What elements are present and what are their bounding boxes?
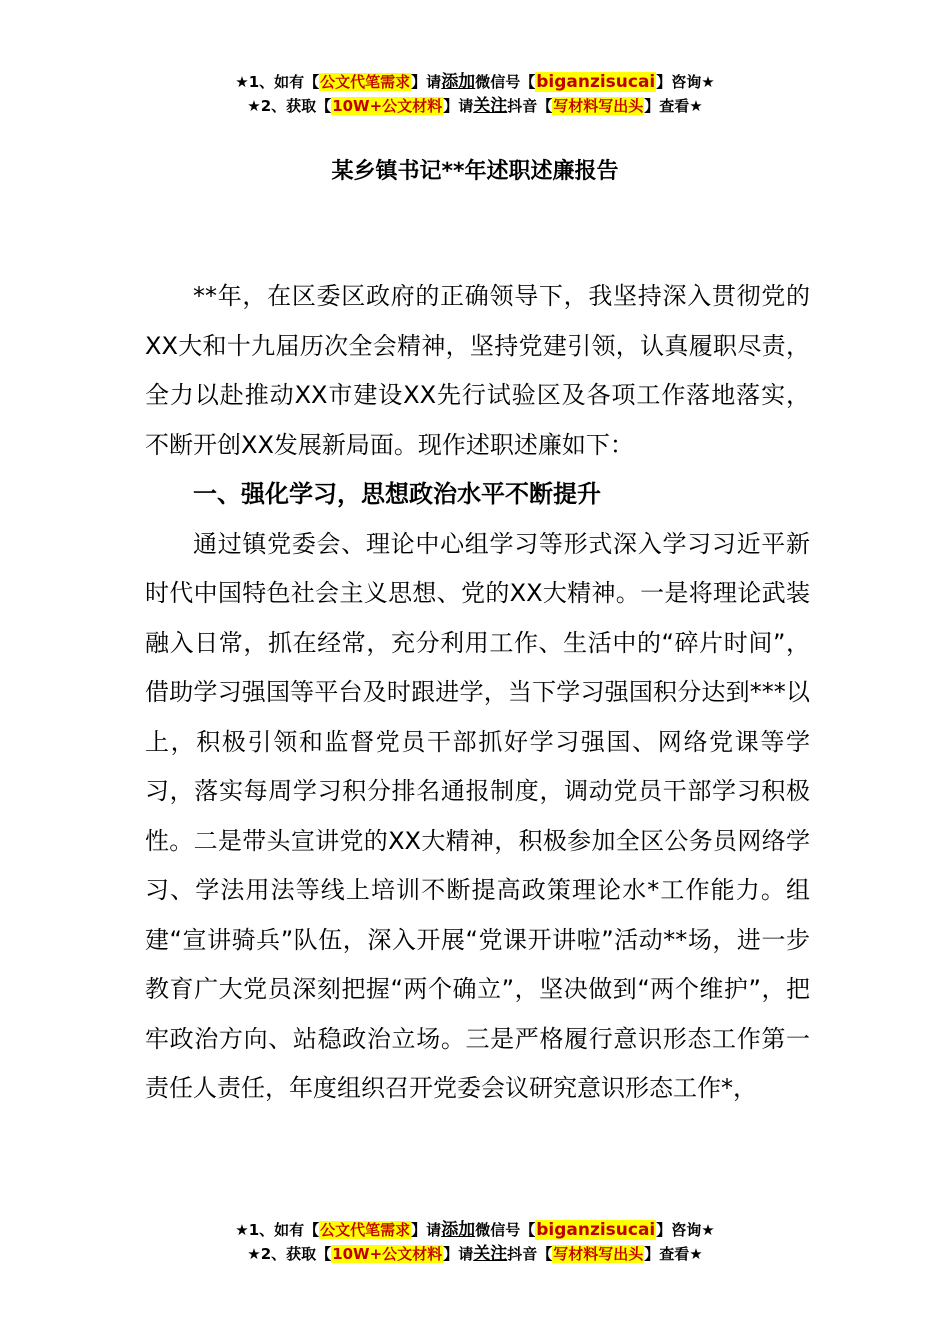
banner-line-2: ★2、获取【10W+公文材料】请关注抖音【写材料写出头】查看★ (247, 1244, 703, 1264)
highlight-wechat-id: biganzisucai (536, 72, 656, 92)
section-heading: 一、强化学习，思想政治水平不断提升 (193, 480, 601, 508)
highlight-materials: 10W+公文材料 (332, 1245, 443, 1263)
banner-line-2: ★2、获取【10W+公文材料】请关注抖音【写材料写出头】查看★ (247, 96, 703, 116)
highlight-service: 公文代笔需求 (320, 73, 411, 91)
header-banner (0, 70, 950, 118)
highlight-service: 公文代笔需求 (320, 1221, 411, 1239)
highlight-douyin-account: 写材料写出头 (553, 1245, 644, 1263)
footer-banner (0, 1218, 950, 1266)
banner-line-1: ★1、如有【公文代笔需求】请添加微信号【biganzisucai】咨询★ (235, 72, 715, 92)
highlight-douyin-account: 写材料写出头 (553, 97, 644, 115)
document-body (145, 272, 810, 1114)
highlight-wechat-id: biganzisucai (536, 1220, 656, 1240)
section-paragraph: 通过镇党委会、理论中心组学习等形式深入学习习近平新时代中国特色社会主义思想、党的XX大精神。一是将理论武装融入日常，抓在经常，充分利用工作、生活中的“碎片时间”，借助学习强国等平台及时跟进学，当下学习强国积分达到***以上，积极引领和监督党员干部抓好学习强国、网络党课等学习，落实每周学习积分排名通报制度，调动党员干部学习积极性。二是带头宣讲党的XX大精神，积极参加全区公务员网络学习、学法用法等线上培训不断提高政策理论水*工作能力。组建“宣讲骑兵”队伍，深入开展“党课开讲啦”活动**场，进一步教育广大党员深刻把握“两个确立”，坚决做到“两个维护”，把牢政治方向、站稳政治立场。三是严格履行意识形态工作第一责任人责任，年度组织召开党委会议研究意识形态工作*， (145, 529, 810, 1102)
highlight-materials: 10W+公文材料 (332, 97, 443, 115)
document-title: 某乡镇书记**年述职述廉报告 (331, 159, 619, 184)
banner-line-1: ★1、如有【公文代笔需求】请添加微信号【biganzisucai】咨询★ (235, 1220, 715, 1240)
intro-paragraph: **年，在区委区政府的正确领导下，我坚持深入贯彻党的XX大和十九届历次全会精神，坚持党建引领，认真履职尽责，全力以赴推动XX市建设XX先行试验区及各项工作落地落实，不断开创XX发展新局面。现作述职述廉如下： (145, 282, 810, 459)
